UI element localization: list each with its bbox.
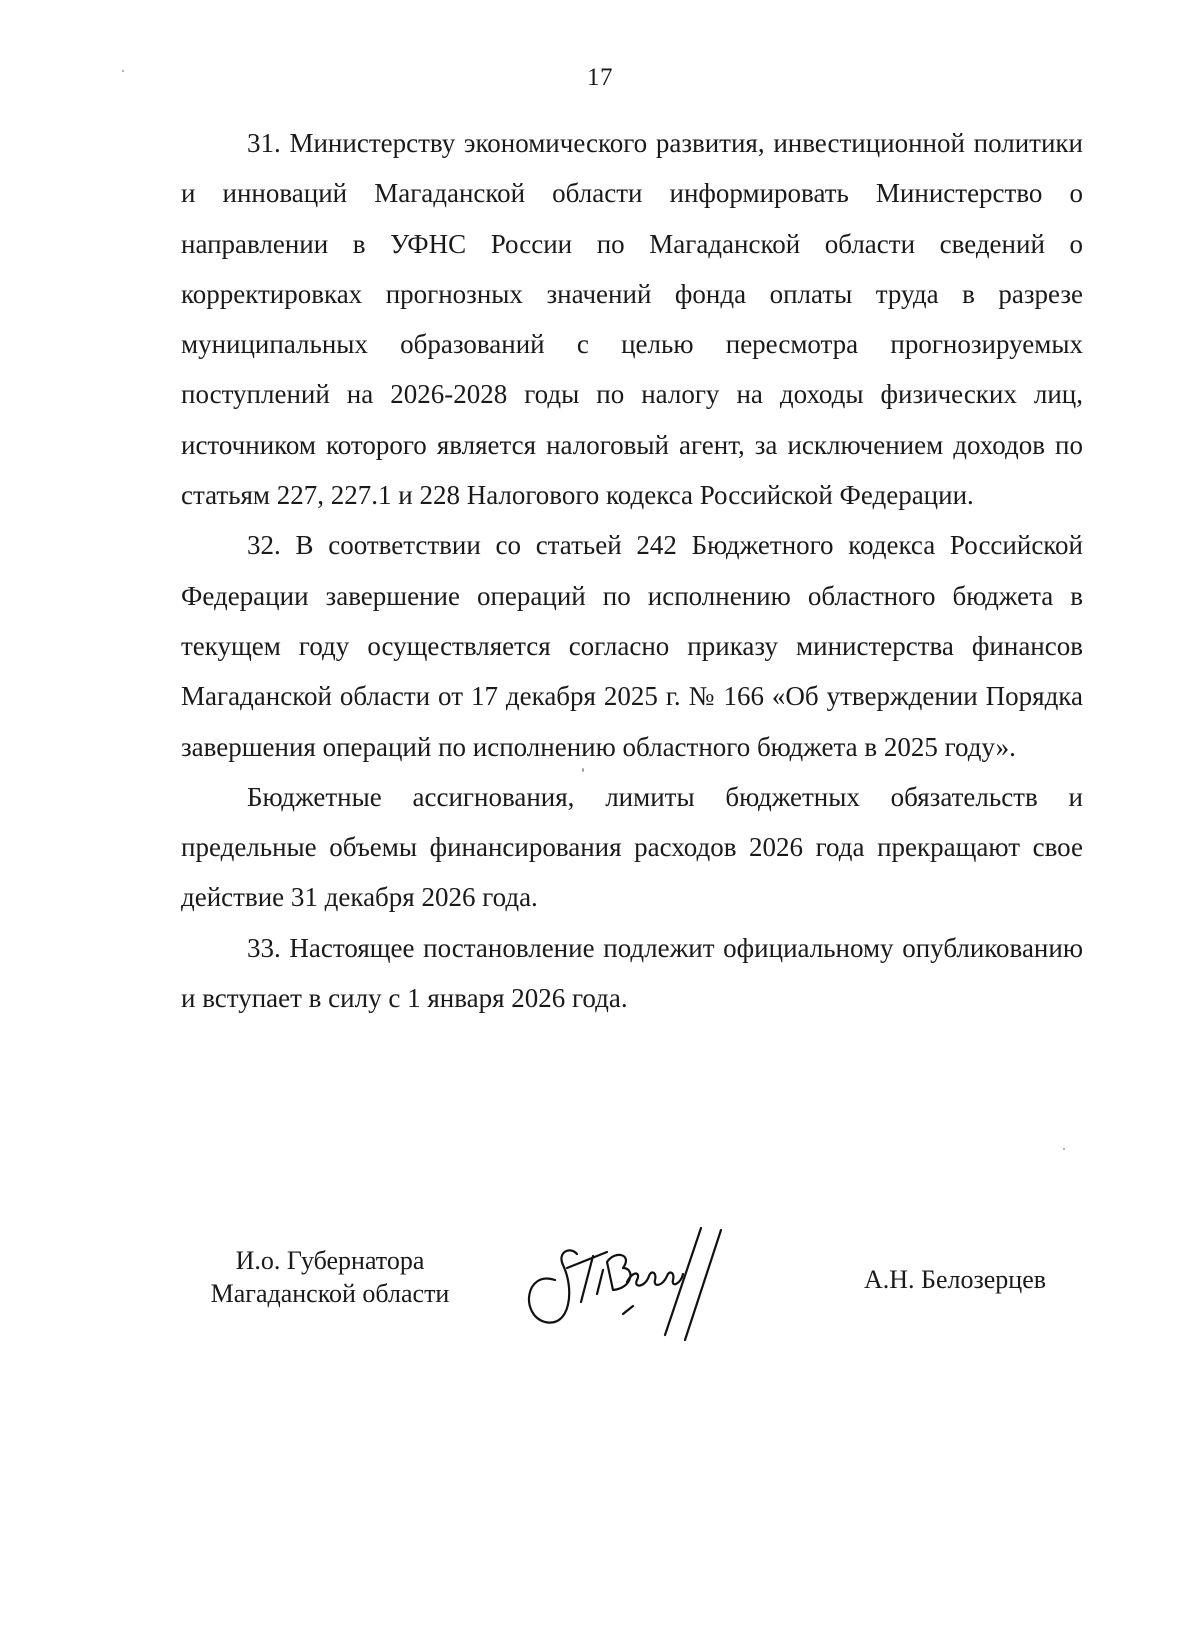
page-number: 17	[587, 64, 613, 91]
signatory-position-line2: Магаданской области	[210, 1279, 450, 1308]
signatory-position-line1: И.о. Губернатора	[235, 1246, 425, 1275]
scan-speck	[582, 768, 584, 772]
paragraph-31: 31. Министерству экономического развития, инвестиционной политики и инноваций Магаданской области информировать Министерство о направлении в УФНС России по Магаданской области сведений о корректировках прогнозных значений фонда оплаты труда в разрезе муниципальных образований с целью пересмотра прогнозируемых поступлений на 2026-2028 годы по налогу на доходы физических лиц, источником которого является налоговый агент, за исключением доходов по статьям 227, 227.1 и 228 Налогового кодекса Российской Федерации.	[181, 128, 1083, 511]
scan-speck	[1063, 1148, 1065, 1150]
signature-block	[0, 1230, 1200, 1370]
paragraph-32: 32. В соответствии со статьей 242 Бюджетного кодекса Российской Федерации завершение операций по исполнению областного бюджета в текущем году осуществляется согласно приказу министерства финансов Магаданской области от 17 декабря 2025 г. № 166 «Об утверждении Порядка завершения операций по исполнению областного бюджета в 2025 году».	[181, 530, 1083, 762]
paragraph-33: 33. Настоящее постановление подлежит официальному опубликованию и вступает в силу с 1 января 2026 года.	[181, 932, 1083, 1014]
handwritten-signature	[515, 1210, 755, 1350]
signatory-position	[180, 1244, 480, 1310]
paragraph-32-budget: Бюджетные ассигнования, лимиты бюджетных обязательств и предельные объемы финансирования расходов 2026 года прекращают свое действие 31 декабря 2026 года.	[181, 781, 1083, 913]
signatory-name: А.Н. Белозерцев	[864, 1265, 1047, 1294]
scan-speck	[122, 70, 124, 72]
document-body	[181, 118, 1083, 1023]
